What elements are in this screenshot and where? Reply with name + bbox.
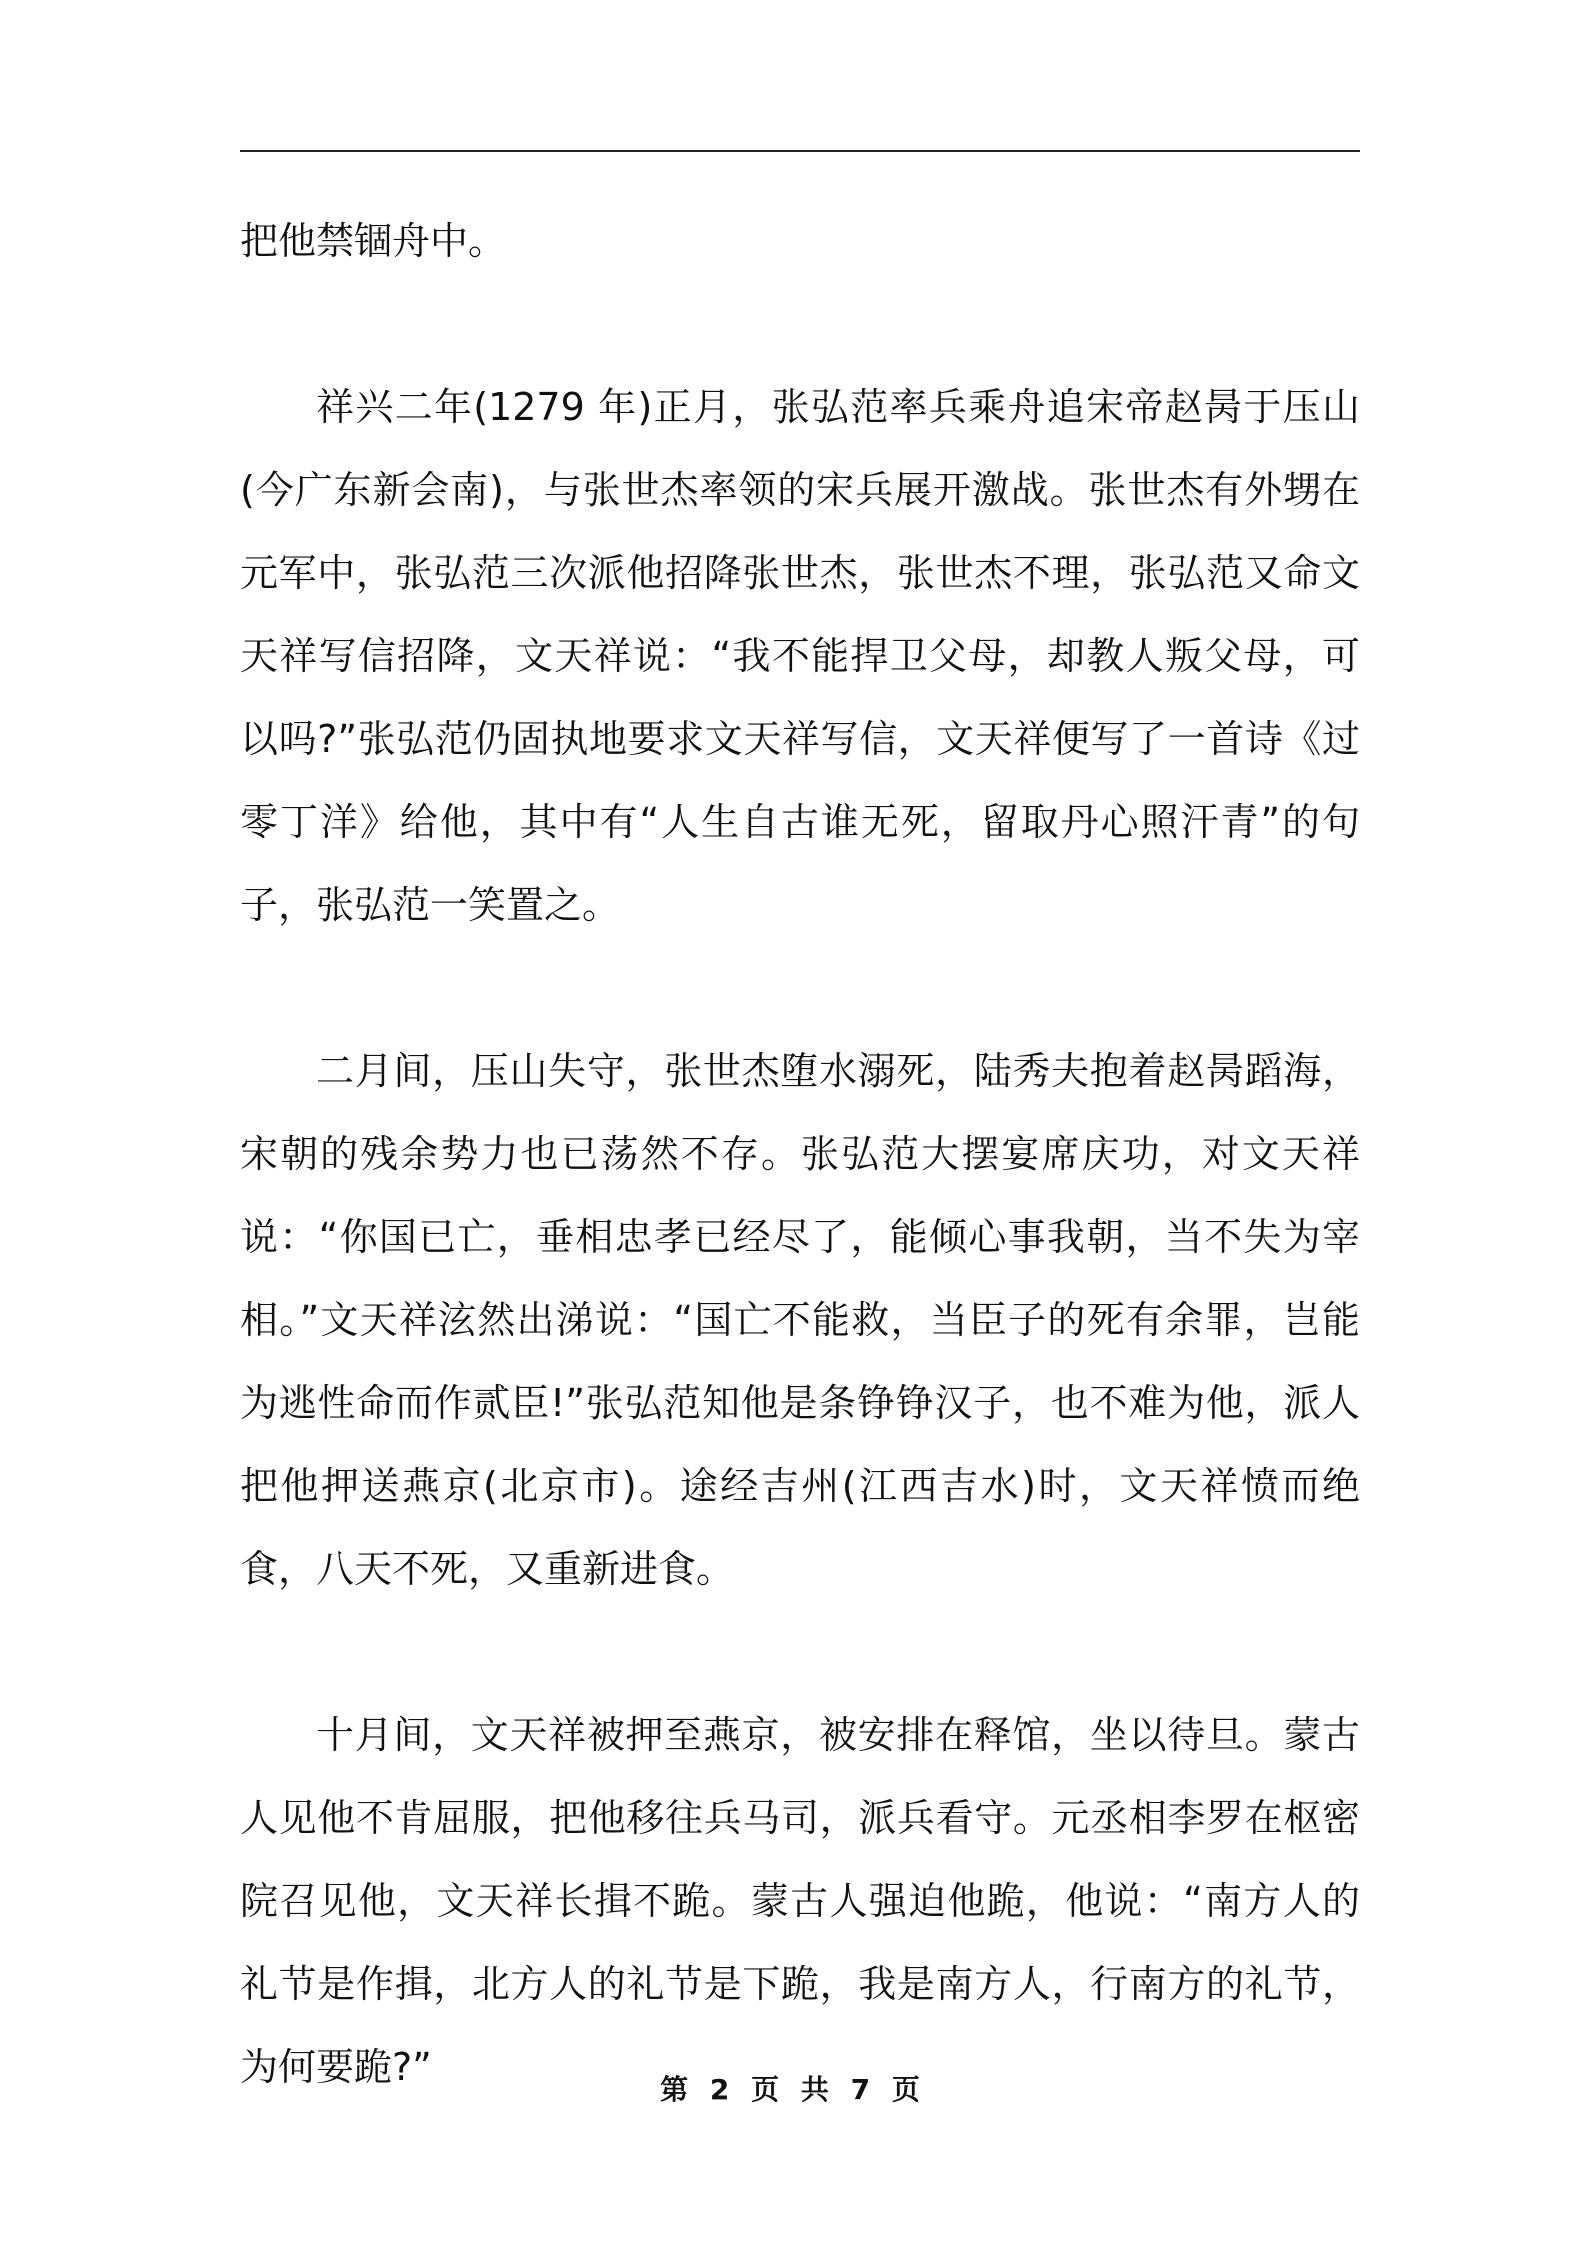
paragraph-shiyue: 十月间，文天祥被押至燕京，被安排在释馆，坐以待旦。蒙古人见他不肯屈服，把他移往兵马司，派兵看守。元丞相李罗在枢密院召见他，文天祥长揖不跪。蒙古人强迫他跪，他说：“南方人的礼节是作揖，北方人的礼节是下跪，我是南方人，行南方的礼节，为何要跪?” <box>240 1713 1360 2089</box>
page-number-footer: 第 2 页 共 7 页 <box>660 2073 926 2106</box>
paragraph-gap <box>240 947 1360 1030</box>
paragraph-xiangxing: 祥兴二年(1279 年)正月，张弘范率兵乘舟追宋帝赵昺于压山(今广东新会南)，与张世杰率领的宋兵展开激战。张世杰有外甥在元军中，张弘范三次派他招降张世杰，张世杰不理，张弘范又命文天祥写信招降，文天祥说：“我不能捍卫父母，却教人叛父母，可以吗?”张弘范仍固执地要求文天祥写信，文天祥便写了一首诗《过零丁洋》给他，其中有“人生自古谁无死，留取丹心照汗青”的句子，张弘范一笑置之。 <box>240 385 1360 927</box>
paragraph-continuation: 把他禁锢舟中。 <box>240 219 507 263</box>
paragraph-gap <box>240 1611 1360 1694</box>
paragraph-gap <box>240 283 1360 366</box>
header-divider <box>240 150 1360 152</box>
paragraph-eryue: 二月间，压山失守，张世杰堕水溺死，陆秀夫抱着赵昺蹈海，宋朝的残余势力也已荡然不存。张弘范大摆宴席庆功，对文天祥说：“你国已亡，垂相忠孝已经尽了，能倾心事我朝，当不失为宰相。”文天祥泫然出涕说：“国亡不能救，当臣子的死有余罪，岂能为逃性命而作贰臣!”张弘范知他是条铮铮汉子，也不难为他，派人把他押送燕京(北京市)。途经吉州(江西吉水)时，文天祥愤而绝食，八天不死，又重新进食。 <box>240 1049 1360 1591</box>
document-body <box>240 200 1360 2109</box>
